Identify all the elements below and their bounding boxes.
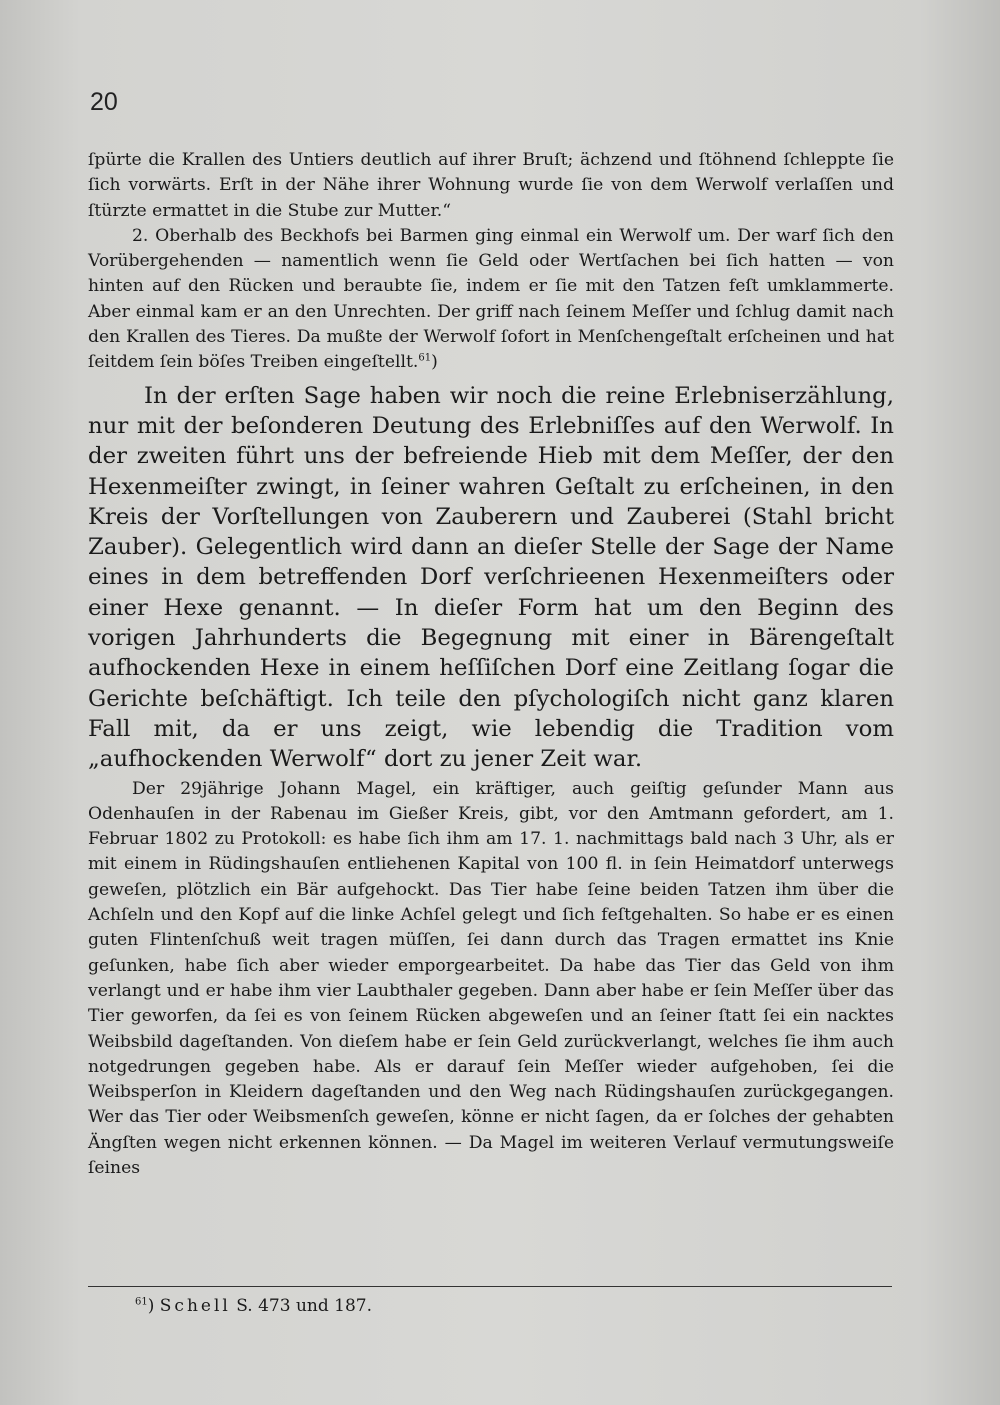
footnote-divider <box>88 1286 892 1287</box>
paragraph-1: ſpürte die Krallen des Untiers deutlich auf ihrer Bruſt; ächzend und ſtöhnend ſchleppte ſie ſich vorwärts. Erſt in der Nähe ihrer Wohnung wurde ſie von dem Werwolf verlaſſen und ſtürzte ermattet in die Stube zur Mutter.“ <box>88 150 894 221</box>
footnote <box>135 1294 372 1318</box>
footnote-reference: 61 <box>418 352 432 364</box>
footnote-marker: 61 <box>135 1296 148 1308</box>
footnote-author: Schell <box>159 1296 231 1316</box>
page-number: 20 <box>90 88 118 116</box>
footnote-reference-close: ) <box>431 352 438 373</box>
paragraph-2 <box>88 224 894 376</box>
paragraph-2-text: 2. Oberhalb des Beckhofs bei Barmen ging einmal ein Werwolf um. Der warf ſich den Vorübergehenden — namentlich wenn ſie Geld oder Wertſachen bei ſich hatten — von hinten auf den Rücken und beraubte ſie, indem er ſie mit den Tatzen feſt umklammerte. Aber einmal kam er an den Unrechten. Der griff nach ſeinem Meſſer und ſchlug damit nach den Krallen des Tieres. Da mußte der Werwolf ſofort in Menſchengeſtalt erſcheinen und hat ſeitdem ſein böſes Treiben eingeſtellt. <box>88 225 894 373</box>
paragraph-3: In der erſten Sage haben wir noch die reine Erlebniserzählung, nur mit der beſonderen Deutung des Erlebniſſes auf den Werwolf. In der zweiten führt uns der befreiende Hieb mit dem Meſſer, der den Hexenmeiſter zwingt, in ſeiner wahren Geſtalt zu erſcheinen, in den Kreis der Vorſtellungen von Zauberern und Zauberei (Stahl bricht Zauber). Gelegentlich wird dann an dieſer Stelle der Sage der Name eines in dem betreffenden Dorf verſchrieenen Hexenmeiſters oder einer Hexe genannt. — In dieſer Form hat um den Beginn des vorigen Jahrhunderts die Begegnung mit einer in Bärengeſtalt aufhockenden Hexe in einem heſſiſchen Dorf eine Zeitlang ſogar die Gerichte beſchäftigt. Ich teile den pſychologiſch nicht ganz klaren Fall mit, da er uns zeigt, wie lebendig die Tradition vom „aufhockenden Werwolf“ dort zu jener Zeit war. <box>88 382 894 773</box>
body-text <box>88 148 894 1181</box>
footnote-reference-text: S. 473 und 187. <box>236 1296 372 1316</box>
paragraph-4: Der 29jährige Johann Magel, ein kräftiger, auch geiſtig geſunder Mann aus Odenhauſen in der Rabenau im Gießer Kreis, gibt, vor den Amtmann gefordert, am 1. Februar 1802 zu Protokoll: es habe ſich ihm am 17. 1. nachmittags bald nach 3 Uhr, als er mit einem in Rüdingshauſen entliehenen Kapital von 100 fl. in ſein Heimatdorf unterwegs geweſen, plötzlich ein Bär aufgehockt. Das Tier habe ſeine beiden Tatzen ihm über die Achſeln und den Kopf auf die linke Achſel gelegt und ſich feſtgehalten. So habe er es einen guten Flintenſchuß weit tragen müſſen, ſei dann durch das Tragen ermattet ins Knie geſunken, habe ſich aber wieder emporgearbeitet. Da habe das Tier das Geld von ihm verlangt und er habe ihm vier Laubthaler gegeben. Dann aber habe er ſein Meſſer über das Tier geworfen, da ſei es von ſeinem Rücken abgeweſen und an ſeiner ſtatt ſei ein nacktes Weibsbild dageſtanden. Von dieſem habe er ſein Geld zurückverlangt, welches ſie ihm auch notgedrungen gegeben habe. Als er darauf ſein Meſſer wieder aufgehoben, ſei die Weibsperſon in Kleidern dageſtanden und den Weg nach Rüdingshauſen zurückgegangen. Wer das Tier oder Weibsmenſch geweſen, könne er nicht ſagen, da er ſolches der gehabten Ängſten wegen nicht erkennen können. — Da Magel im weiteren Verlauf vermutungsweiſe ſeines <box>88 778 894 1178</box>
footnote-marker-close: ) <box>147 1296 155 1316</box>
